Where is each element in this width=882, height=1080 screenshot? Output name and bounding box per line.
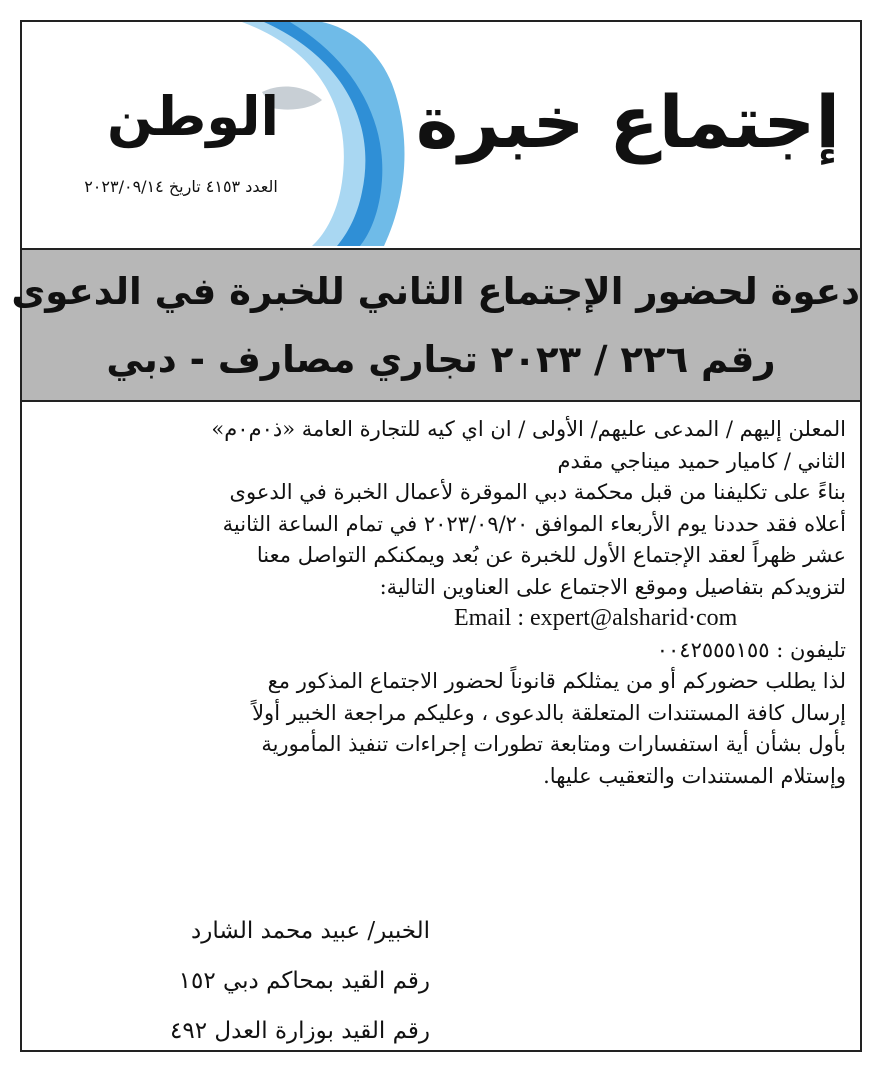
registration-dubai-courts: رقم القيد بمحاكم دبي ١٥٢: [178, 968, 430, 994]
email-line: Email : expert@alsharid·com: [454, 605, 738, 631]
paragraph-2-line-4: وإستلام المستندات والتعقيب عليها.: [543, 763, 846, 788]
paragraph-2-line-3: بأول بشأن أية استفسارات ومتابعة تطورات إجراءات تنفيذ المأمورية: [261, 732, 846, 756]
announcement-header: [22, 22, 860, 246]
issue-date-line: العدد ٤١٥٣ تاريخ ٢٠٢٣/٠٩/١٤: [84, 177, 278, 196]
signature-block: [40, 906, 430, 1056]
announcement-frame: [11, 20, 862, 1052]
page-title: إجتماع خبرة: [415, 80, 840, 164]
paragraph-1-line-1: بناءً على تكليفنا من قبل محكمة دبي الموقرة لأعمال الخبرة في الدعوى: [229, 480, 846, 504]
heading-band: [11, 248, 860, 402]
email-label: Email: [454, 605, 512, 631]
heading-line-2: رقم ٢٢٦ / ٢٠٢٣ تجاري مصارف - دبي: [106, 338, 776, 381]
addressee-line-1: المعلن إليهم / المدعى عليهم/ الأولى / ان اي كيه للتجارة العامة «ذ٠م٠م»: [211, 417, 846, 441]
announcement-body: [40, 414, 846, 792]
newspaper-logo: الوطن: [106, 85, 280, 148]
paragraph-2-line-2: إرسال كافة المستندات المتعلقة بالدعوى ، وعليكم مراجعة الخبير أولاً: [252, 700, 846, 725]
email-address: expert@alsharid·com: [530, 605, 738, 631]
heading-line-1: دعوة لحضور الإجتماع الثاني للخبرة في الدعوى: [11, 270, 860, 313]
phone-line: [40, 635, 846, 667]
expert-name: الخبير/ عبيد محمد الشارد: [191, 918, 430, 944]
paragraph-1-line-3: عشر ظهراً لعقد الإجتماع الأول للخبرة عن بُعد ويمكنكم التواصل معنا: [256, 543, 846, 567]
phone-number: ٠٠٤٢٥٥٥١٥٥: [656, 637, 770, 662]
phone-label: تليفون :: [776, 637, 846, 662]
registration-ministry-justice: رقم القيد بوزارة العدل ٤٩٢: [170, 1018, 430, 1044]
paragraph-1-line-4: لتزويدكم بتفاصيل وموقع الاجتماع على العناوين التالية:: [379, 574, 846, 599]
addressee-line-2: الثاني / كاميار حميد ميناجي مقدم: [557, 448, 846, 473]
paragraph-1-line-2: أعلاه فقد حددنا يوم الأربعاء الموافق ٢٠٢٣/٠٩/٢٠ في تمام الساعة الثانية: [222, 511, 846, 536]
paragraph-2-line-1: لذا يطلب حضوركم أو من يمثلكم قانوناً لحضور الاجتماع المذكور مع: [267, 669, 846, 693]
